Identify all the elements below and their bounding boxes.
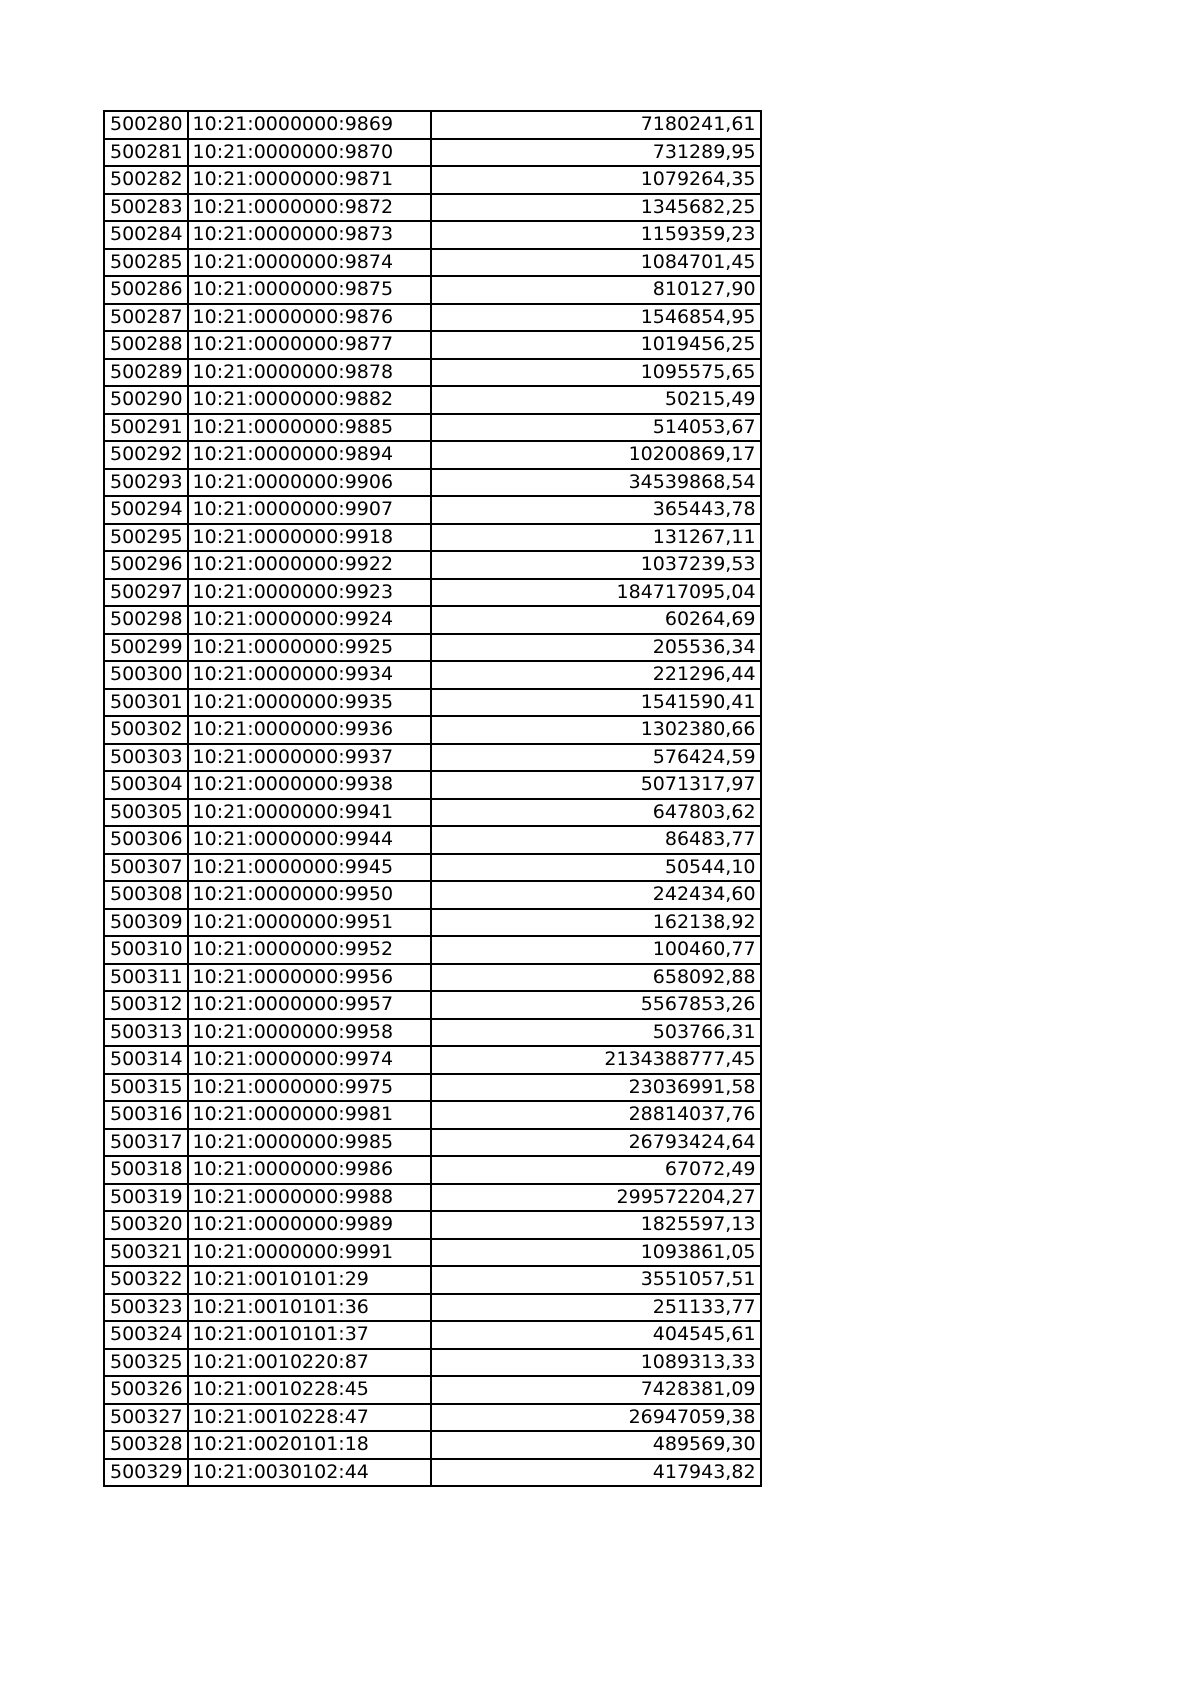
value-cell: 26793424,64	[431, 1129, 761, 1157]
table-row	[104, 744, 761, 772]
cadastral-number-cell: 10:21:0000000:9876	[188, 304, 431, 332]
row-id-cell: 500306	[104, 826, 188, 854]
table-row	[104, 276, 761, 304]
row-id-cell: 500304	[104, 771, 188, 799]
table-row	[104, 991, 761, 1019]
table-row	[104, 166, 761, 194]
value-cell: 1079264,35	[431, 166, 761, 194]
table-row	[104, 634, 761, 662]
cadastral-number-cell: 10:21:0000000:9944	[188, 826, 431, 854]
table-row	[104, 249, 761, 277]
value-cell: 251133,77	[431, 1294, 761, 1322]
table-row	[104, 359, 761, 387]
row-id-cell: 500313	[104, 1019, 188, 1047]
table-row	[104, 1459, 761, 1487]
row-id-cell: 500294	[104, 496, 188, 524]
table-row	[104, 1266, 761, 1294]
row-id-cell: 500289	[104, 359, 188, 387]
cadastral-number-cell: 10:21:0000000:9985	[188, 1129, 431, 1157]
value-cell: 1825597,13	[431, 1211, 761, 1239]
cadastral-number-cell: 10:21:0000000:9951	[188, 909, 431, 937]
cadastral-number-cell: 10:21:0000000:9945	[188, 854, 431, 882]
value-cell: 50215,49	[431, 386, 761, 414]
row-id-cell: 500299	[104, 634, 188, 662]
table-row	[104, 1046, 761, 1074]
table-row	[104, 1376, 761, 1404]
row-id-cell: 500287	[104, 304, 188, 332]
table-row	[104, 1129, 761, 1157]
row-id-cell: 500290	[104, 386, 188, 414]
value-cell: 1541590,41	[431, 689, 761, 717]
value-cell: 647803,62	[431, 799, 761, 827]
row-id-cell: 500322	[104, 1266, 188, 1294]
table-row	[104, 414, 761, 442]
value-cell: 365443,78	[431, 496, 761, 524]
table-row	[104, 1074, 761, 1102]
table-row	[104, 1294, 761, 1322]
value-cell: 1093861,05	[431, 1239, 761, 1267]
value-cell: 23036991,58	[431, 1074, 761, 1102]
cadastral-number-cell: 10:21:0000000:9925	[188, 634, 431, 662]
row-id-cell: 500308	[104, 881, 188, 909]
table-row	[104, 579, 761, 607]
cadastral-number-cell: 10:21:0000000:9988	[188, 1184, 431, 1212]
cadastral-number-cell: 10:21:0000000:9878	[188, 359, 431, 387]
row-id-cell: 500326	[104, 1376, 188, 1404]
cadastral-number-cell: 10:21:0000000:9894	[188, 441, 431, 469]
value-cell: 404545,61	[431, 1321, 761, 1349]
value-cell: 162138,92	[431, 909, 761, 937]
table-row	[104, 1019, 761, 1047]
row-id-cell: 500328	[104, 1431, 188, 1459]
cadastral-number-cell: 10:21:0010101:36	[188, 1294, 431, 1322]
table-row	[104, 1184, 761, 1212]
value-cell: 10200869,17	[431, 441, 761, 469]
cadastral-number-cell: 10:21:0000000:9872	[188, 194, 431, 222]
value-cell: 3551057,51	[431, 1266, 761, 1294]
value-cell: 1037239,53	[431, 551, 761, 579]
table-row	[104, 469, 761, 497]
row-id-cell: 500324	[104, 1321, 188, 1349]
cadastral-number-cell: 10:21:0000000:9941	[188, 799, 431, 827]
cadastral-number-cell: 10:21:0000000:9906	[188, 469, 431, 497]
row-id-cell: 500303	[104, 744, 188, 772]
table-row	[104, 331, 761, 359]
value-cell: 1159359,23	[431, 221, 761, 249]
table-row	[104, 964, 761, 992]
value-cell: 1089313,33	[431, 1349, 761, 1377]
cadastral-number-cell: 10:21:0010220:87	[188, 1349, 431, 1377]
value-cell: 131267,11	[431, 524, 761, 552]
cadastral-number-cell: 10:21:0000000:9873	[188, 221, 431, 249]
row-id-cell: 500312	[104, 991, 188, 1019]
table-row	[104, 221, 761, 249]
table-row	[104, 689, 761, 717]
row-id-cell: 500318	[104, 1156, 188, 1184]
cadastral-number-cell: 10:21:0000000:9870	[188, 139, 431, 167]
cadastral-number-cell: 10:21:0000000:9937	[188, 744, 431, 772]
table-row	[104, 194, 761, 222]
table-row	[104, 881, 761, 909]
value-cell: 503766,31	[431, 1019, 761, 1047]
row-id-cell: 500298	[104, 606, 188, 634]
row-id-cell: 500316	[104, 1101, 188, 1129]
data-table	[103, 110, 762, 1487]
cadastral-number-cell: 10:21:0000000:9952	[188, 936, 431, 964]
cadastral-number-cell: 10:21:0000000:9869	[188, 111, 431, 139]
row-id-cell: 500286	[104, 276, 188, 304]
row-id-cell: 500317	[104, 1129, 188, 1157]
table-row	[104, 661, 761, 689]
value-cell: 205536,34	[431, 634, 761, 662]
cadastral-number-cell: 10:21:0000000:9885	[188, 414, 431, 442]
cadastral-number-cell: 10:21:0010101:37	[188, 1321, 431, 1349]
row-id-cell: 500327	[104, 1404, 188, 1432]
cadastral-number-cell: 10:21:0000000:9934	[188, 661, 431, 689]
cadastral-number-cell: 10:21:0000000:9950	[188, 881, 431, 909]
row-id-cell: 500325	[104, 1349, 188, 1377]
value-cell: 417943,82	[431, 1459, 761, 1487]
row-id-cell: 500284	[104, 221, 188, 249]
row-id-cell: 500288	[104, 331, 188, 359]
table-row	[104, 716, 761, 744]
table-row	[104, 606, 761, 634]
table-row	[104, 1431, 761, 1459]
value-cell: 7180241,61	[431, 111, 761, 139]
table-row	[104, 139, 761, 167]
value-cell: 28814037,76	[431, 1101, 761, 1129]
table-row	[104, 1321, 761, 1349]
cadastral-number-cell: 10:21:0010228:47	[188, 1404, 431, 1432]
row-id-cell: 500329	[104, 1459, 188, 1487]
cadastral-number-cell: 10:21:0000000:9907	[188, 496, 431, 524]
cadastral-number-cell: 10:21:0000000:9974	[188, 1046, 431, 1074]
cadastral-number-cell: 10:21:0000000:9924	[188, 606, 431, 634]
value-cell: 1095575,65	[431, 359, 761, 387]
cadastral-number-cell: 10:21:0000000:9975	[188, 1074, 431, 1102]
value-cell: 731289,95	[431, 139, 761, 167]
row-id-cell: 500307	[104, 854, 188, 882]
table-row	[104, 496, 761, 524]
cadastral-number-cell: 10:21:0000000:9874	[188, 249, 431, 277]
table-row	[104, 1101, 761, 1129]
cadastral-number-cell: 10:21:0030102:44	[188, 1459, 431, 1487]
table-row	[104, 1239, 761, 1267]
cadastral-number-cell: 10:21:0000000:9989	[188, 1211, 431, 1239]
row-id-cell: 500302	[104, 716, 188, 744]
value-cell: 1546854,95	[431, 304, 761, 332]
table-row	[104, 1349, 761, 1377]
row-id-cell: 500320	[104, 1211, 188, 1239]
row-id-cell: 500297	[104, 579, 188, 607]
table-row	[104, 111, 761, 139]
table-row	[104, 799, 761, 827]
table-row	[104, 441, 761, 469]
table-row	[104, 826, 761, 854]
row-id-cell: 500319	[104, 1184, 188, 1212]
value-cell: 576424,59	[431, 744, 761, 772]
value-cell: 242434,60	[431, 881, 761, 909]
table-row	[104, 304, 761, 332]
table-row	[104, 386, 761, 414]
table-row	[104, 771, 761, 799]
cadastral-number-cell: 10:21:0000000:9956	[188, 964, 431, 992]
row-id-cell: 500321	[104, 1239, 188, 1267]
cadastral-number-cell: 10:21:0000000:9875	[188, 276, 431, 304]
value-cell: 86483,77	[431, 826, 761, 854]
value-cell: 7428381,09	[431, 1376, 761, 1404]
row-id-cell: 500311	[104, 964, 188, 992]
table-row	[104, 909, 761, 937]
row-id-cell: 500295	[104, 524, 188, 552]
value-cell: 5071317,97	[431, 771, 761, 799]
row-id-cell: 500310	[104, 936, 188, 964]
value-cell: 1302380,66	[431, 716, 761, 744]
cadastral-number-cell: 10:21:0000000:9991	[188, 1239, 431, 1267]
value-cell: 100460,77	[431, 936, 761, 964]
cadastral-number-cell: 10:21:0020101:18	[188, 1431, 431, 1459]
cadastral-number-cell: 10:21:0000000:9981	[188, 1101, 431, 1129]
cadastral-number-cell: 10:21:0000000:9938	[188, 771, 431, 799]
table-row	[104, 551, 761, 579]
row-id-cell: 500309	[104, 909, 188, 937]
row-id-cell: 500292	[104, 441, 188, 469]
row-id-cell: 500285	[104, 249, 188, 277]
value-cell: 489569,30	[431, 1431, 761, 1459]
value-cell: 34539868,54	[431, 469, 761, 497]
cadastral-number-cell: 10:21:0000000:9936	[188, 716, 431, 744]
row-id-cell: 500280	[104, 111, 188, 139]
row-id-cell: 500283	[104, 194, 188, 222]
value-cell: 658092,88	[431, 964, 761, 992]
table-body	[104, 111, 761, 1486]
row-id-cell: 500293	[104, 469, 188, 497]
cadastral-number-cell: 10:21:0000000:9958	[188, 1019, 431, 1047]
value-cell: 1345682,25	[431, 194, 761, 222]
value-cell: 26947059,38	[431, 1404, 761, 1432]
value-cell: 299572204,27	[431, 1184, 761, 1212]
value-cell: 1019456,25	[431, 331, 761, 359]
cadastral-number-cell: 10:21:0000000:9871	[188, 166, 431, 194]
table-row	[104, 936, 761, 964]
row-id-cell: 500314	[104, 1046, 188, 1074]
cadastral-number-cell: 10:21:0000000:9935	[188, 689, 431, 717]
value-cell: 221296,44	[431, 661, 761, 689]
cadastral-number-cell: 10:21:0000000:9986	[188, 1156, 431, 1184]
row-id-cell: 500296	[104, 551, 188, 579]
value-cell: 810127,90	[431, 276, 761, 304]
table-row	[104, 524, 761, 552]
value-cell: 514053,67	[431, 414, 761, 442]
cadastral-number-cell: 10:21:0000000:9923	[188, 579, 431, 607]
cadastral-number-cell: 10:21:0000000:9918	[188, 524, 431, 552]
row-id-cell: 500282	[104, 166, 188, 194]
row-id-cell: 500323	[104, 1294, 188, 1322]
row-id-cell: 500315	[104, 1074, 188, 1102]
table-row	[104, 854, 761, 882]
cadastral-number-cell: 10:21:0000000:9922	[188, 551, 431, 579]
value-cell: 60264,69	[431, 606, 761, 634]
table-row	[104, 1404, 761, 1432]
cadastral-number-cell: 10:21:0010228:45	[188, 1376, 431, 1404]
value-cell: 67072,49	[431, 1156, 761, 1184]
cadastral-number-cell: 10:21:0000000:9957	[188, 991, 431, 1019]
cadastral-number-cell: 10:21:0000000:9882	[188, 386, 431, 414]
row-id-cell: 500300	[104, 661, 188, 689]
table-row	[104, 1156, 761, 1184]
cadastral-number-cell: 10:21:0010101:29	[188, 1266, 431, 1294]
row-id-cell: 500291	[104, 414, 188, 442]
value-cell: 50544,10	[431, 854, 761, 882]
cadastral-number-cell: 10:21:0000000:9877	[188, 331, 431, 359]
row-id-cell: 500281	[104, 139, 188, 167]
value-cell: 5567853,26	[431, 991, 761, 1019]
row-id-cell: 500301	[104, 689, 188, 717]
table-row	[104, 1211, 761, 1239]
value-cell: 2134388777,45	[431, 1046, 761, 1074]
value-cell: 184717095,04	[431, 579, 761, 607]
value-cell: 1084701,45	[431, 249, 761, 277]
row-id-cell: 500305	[104, 799, 188, 827]
